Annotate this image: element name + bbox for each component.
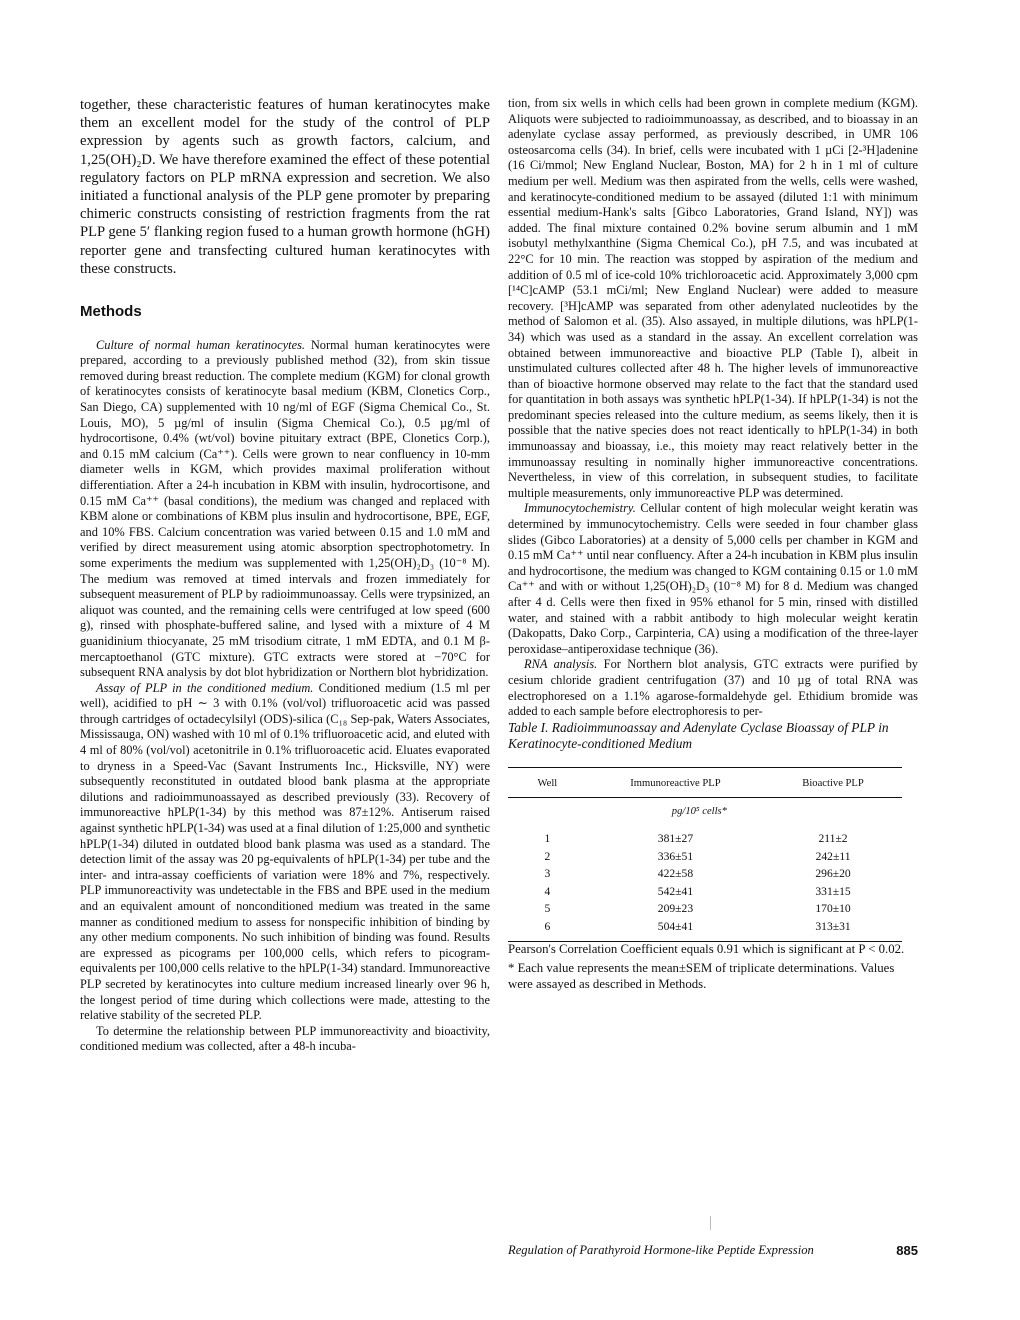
- continued-paragraph: tion, from six wells in which cells had been grown in complete medium (KGM). Aliquots were subjected to radioimmunoassay, as described, and to bioassay in an adenylate cyclase assay performed, as previously described, in UMR 106 osteosarcoma cells (34). In brief, cells were incubated with 1 µCi [2-³H]adenine (16 Ci/mmol; New England Nuclear, Boston, MA) for 2 h in 1 ml of culture medium per well. Medium was then aspirated from the wells, cells were washed, and keratinocyte-conditioned medium to be assayed (diluted 1:1 with minimum essential medium-Hank's salts [Gibco Laboratories, Grand Island, NY]) was added. The final mixture contained 0.2% bovine serum albumin and 1 mM isobutyl methylxanthine (Sigma Chemical Co.), pH 7.5, and was incubated at 22°C for 10 min. The reaction was stopped by aspiration of the medium and addition of 0.5 ml of ice-cold 10% trichloroacetic acid. Approximately 3,000 cpm [¹⁴C]cAMP (53.1 mCi/ml; New England Nuclear) were added to measure recovery. [³H]cAMP was separated from other adenylated nucleotides by the method of Salomon et al. (35). Also assayed, in multiple dilutions, was hPLP(1-34) which was used as a standard in the assay. An excellent correlation was obtained between immunoreactive and bioactive PLP (Table I), albeit in unstimulated cultures collected after 48 h. The higher levels of immunoreactive than of bioactive hormone observed may relate to the fact that the standard used for quantitation in both assays was synthetic hPLP(1-34). If hPLP(1-34) is not the predominant species released into the culture medium, as seems likely, then it is possible that the native species does not react identically to hPLP(1-34) in both immunoassay and bioassay, i.e., this moiety may react relatively better in the immunoassay resulting in nominally higher immunoreactive concentrations. Nevertheless, in view of this correlation, in subsequent studies, to facilitate multiple measurements, only immunoreactive PLP was determined.: [508, 96, 918, 500]
- units-label: pg/10⁵ cells*: [671, 806, 727, 818]
- cell-immunoreactive: 381±27: [657, 831, 694, 845]
- running-title: Regulation of Parathyroid Hormone-like Peptide Expression: [508, 1243, 814, 1257]
- table-row: [508, 918, 902, 941]
- culture-text: Normal human keratinocytes were prepared, according to a previously published method (32), from skin tissue removed during breast reduction. The complete medium (KGM) for clonal growth of keratinocytes consists of keratinocyte basal medium (KBM, Clonetics Corp., San Diego, CA) supplemented with 10 ng/ml of EGF (Sigma Chemical Co., St. Louis, MO), 5 µg/ml of insulin (Sigma Chemical Co.), 0.5 µg/ml of hydrocortisone, 0.4% (wt/vol) bovine pituitary extract (BPE, Clonetics Corp.), and 0.15 mM calcium (Ca⁺⁺). Cells were grown to near confluency in 10-mm diameter wells in KGM, which provides maximal proliferation without differentiation. After a 24-h incubation in KBM with insulin, hydrocortisone, and 0.15 mM Ca⁺⁺ (basal conditions), the medium was changed and replaced with KBM alone or combinations of KBM plus insulin and hydrocortisone, BPE, EGF, and 10% FBS. Calcium concentration was varied between 0.15 and 1.0 mM and verified by direct measurement using atomic absorption spectrophotometry. In some experiments the medium was supplemented with 1,25(OH)₂D₃ (10⁻⁸ M). The medium was removed at timed intervals and frozen immediately for subsequent measurement of PLP by radioimmunoassay. Cells were trypsinized, an aliquot was counted, and the remaining cells were centrifuged at low speed (600 g), rinsed with phosphate-buffered saline, and lysed with a mixture of 4 M guanidinium thiocyanate, 25 mM trisodium citrate, 1 mM EDTA, and 0.1 M β-mercaptoethanol (GTC mixture). GTC extracts were stored at −70°C for subsequent RNA analysis by dot blot hybridization or Northern blot hybridization.: [80, 337, 490, 680]
- cell-bioactive: 331±15: [815, 884, 851, 898]
- cell-immunoreactive: 504±41: [587, 918, 764, 941]
- relationship-paragraph: To determine the relationship between PLP immunoreactivity and bioactivity, conditioned medium was collected, after a 48-h incuba-: [80, 1023, 490, 1054]
- table-row: [508, 900, 902, 918]
- assay-heading: Assay of PLP in the conditioned medium.: [96, 680, 314, 695]
- cell-bioactive: 211±2: [818, 831, 848, 845]
- methods-heading: Methods: [80, 303, 142, 321]
- cell-immunoreactive: 209±23: [657, 902, 694, 916]
- units-row: [508, 798, 902, 830]
- header-bioactive: Bioactive PLP: [764, 767, 902, 798]
- right-column: [508, 96, 918, 993]
- immuno-heading: Immunocytochemistry.: [524, 501, 636, 516]
- table-row: [508, 865, 902, 883]
- cell-well: 5: [544, 902, 551, 916]
- assay-text: Conditioned medium (1.5 ml per well), acidified to pH ∼ 3 with 0.1% (vol/vol) trifluoroacetic acid was passed through cartridges of octadecylsilyl (ODS)-silica (C₁₈ Sep-pak, Waters Associates, Mississauga, ON) washed with 10 ml of 0.1% trifluoroacetic acid, and eluted with 4 ml of 80% (vol/vol) acetonitrile in 0.1% trifluoroacetic acid. Eluates evaporated to dryness in a Speed-Vac (Savant Instruments Inc., Hicksville, NY) were subsequently reconstituted in outdated blood bank plasma at the appropriate dilutions and radioimmunoassayed as described previously (33). Recovery of immunoreactive hPLP(1-34) by this method was 87±12%. Antiserum raised against synthetic hPLP(1-34) was used at a final dilution of 1:25,000 and synthetic hPLP(1-34) diluted in outdated blood bank plasma was used as a standard. The detection limit of the assay was 20 pg-equivalents of hPLP(1-34) per tube and the inter- and intra-assay coefficients of variation were 18% and 7%, respectively. PLP immunoreactivity was undetectable in the FBS and BPE used in the medium and an equivalent amount of nonconditioned medium was treated in the same manner as conditioned medium to assess for nonspecific inhibition of binding by any other medium components. No such inhibition of binding was found. Results are expressed as picograms per 100,000 cells, which refers to picogram-equivalents per 100,000 cells relative to the hPLP(1-34) standard. Immunoreactive PLP secreted by keratinocytes into culture medium increased linearly over 96 h, the longest period of time during which collections were made, attesting to the relative stability of the secreted PLP.: [80, 680, 490, 1023]
- rna-text: For Northern blot analysis, GTC extracts were purified by cesium chloride gradient centrifugation (37) and 10 µg of total RNA was electrophoresed on a 1.1% agarose-formaldehyde gel. Ethidium bromide was added to each sample before electrophoresis to per-: [508, 657, 918, 719]
- cell-bioactive: 313±31: [764, 918, 902, 941]
- cell-well: 4: [544, 884, 551, 898]
- left-column: [80, 96, 490, 1055]
- intro-paragraph: together, these characteristic features of human keratinocytes make them an excellent model for the study of the control of PLP expression by agents such as growth factors, calcium, and 1,25(OH)₂D. We have therefore examined the effect of these potential regulatory factors on PLP mRNA expression and secretion. We also initiated a functional analysis of the PLP gene promoter by preparing chimeric constructs consisting of restriction fragments from the rat PLP gene 5′ flanking region fused to a human growth hormone (hGH) reporter gene and transfecting cultured human keratinocytes with these constructs.: [80, 97, 490, 277]
- header-immunoreactive: Immunoreactive PLP: [587, 767, 764, 798]
- cell-well: 6: [508, 918, 587, 941]
- table-header-row: [508, 767, 902, 798]
- cell-bioactive: 242±11: [815, 849, 851, 863]
- cell-bioactive: 170±10: [815, 902, 851, 916]
- table-row: [508, 830, 902, 848]
- culture-paragraph: [80, 338, 490, 681]
- separator-mark: [710, 1216, 711, 1230]
- immuno-text: Cellular content of high molecular weight keratin was determined by immunocytochemistry. Cells were seeded in four chamber glass slides (Gibco Laboratories) at a density of 5,000 cells per chamber in KGM and 0.15 mM Ca⁺⁺ until near confluency. After a 24-h incubation in KBM plus insulin and hydrocortisone, the medium was changed to KGM containing 0.15 or 1.0 mM Ca⁺⁺ and with or without 1,25(OH)₂D₃ (10⁻⁸ M) for 8 d. Medium was changed after 4 d. Cells were then fixed in 95% ethanol for 5 min, rinsed with distilled water, and stained with a rabbit antibody to high molecular weight keratin (Dakopatts, Dako Corp., Carpinteria, CA) using a modification of the three-layer peroxidase–antiperoxidase technique (36).: [508, 501, 918, 656]
- immuno-paragraph: [508, 501, 918, 657]
- table-footnote: * Each value represents the mean±SEM of triplicate determinations. Values were assayed as described in Methods.: [508, 961, 895, 992]
- header-well: Well: [508, 767, 587, 798]
- cell-well: 3: [544, 867, 551, 881]
- cell-well: 1: [544, 831, 551, 845]
- cell-immunoreactive: 422±58: [657, 867, 694, 881]
- assay-paragraph: [80, 681, 490, 1024]
- table-caption: Table I. Radioimmunoassay and Adenylate Cyclase Bioassay of PLP in Keratinocyte-conditioned Medium: [508, 719, 889, 752]
- rna-paragraph: [508, 657, 918, 719]
- rna-heading: RNA analysis.: [524, 657, 598, 672]
- page-number: 885: [896, 1243, 918, 1258]
- cell-immunoreactive: 542±41: [657, 884, 694, 898]
- cell-immunoreactive: 336±51: [657, 849, 694, 863]
- cell-bioactive: 296±20: [815, 867, 851, 881]
- table-row: [508, 883, 902, 901]
- data-table: [508, 767, 902, 942]
- correlation-note: Pearson's Correlation Coefficient equals 0.91 which is significant at P < 0.02.: [508, 941, 905, 956]
- cell-well: 2: [544, 849, 551, 863]
- culture-heading: Culture of normal human keratinocytes.: [96, 337, 305, 352]
- table-row: [508, 848, 902, 866]
